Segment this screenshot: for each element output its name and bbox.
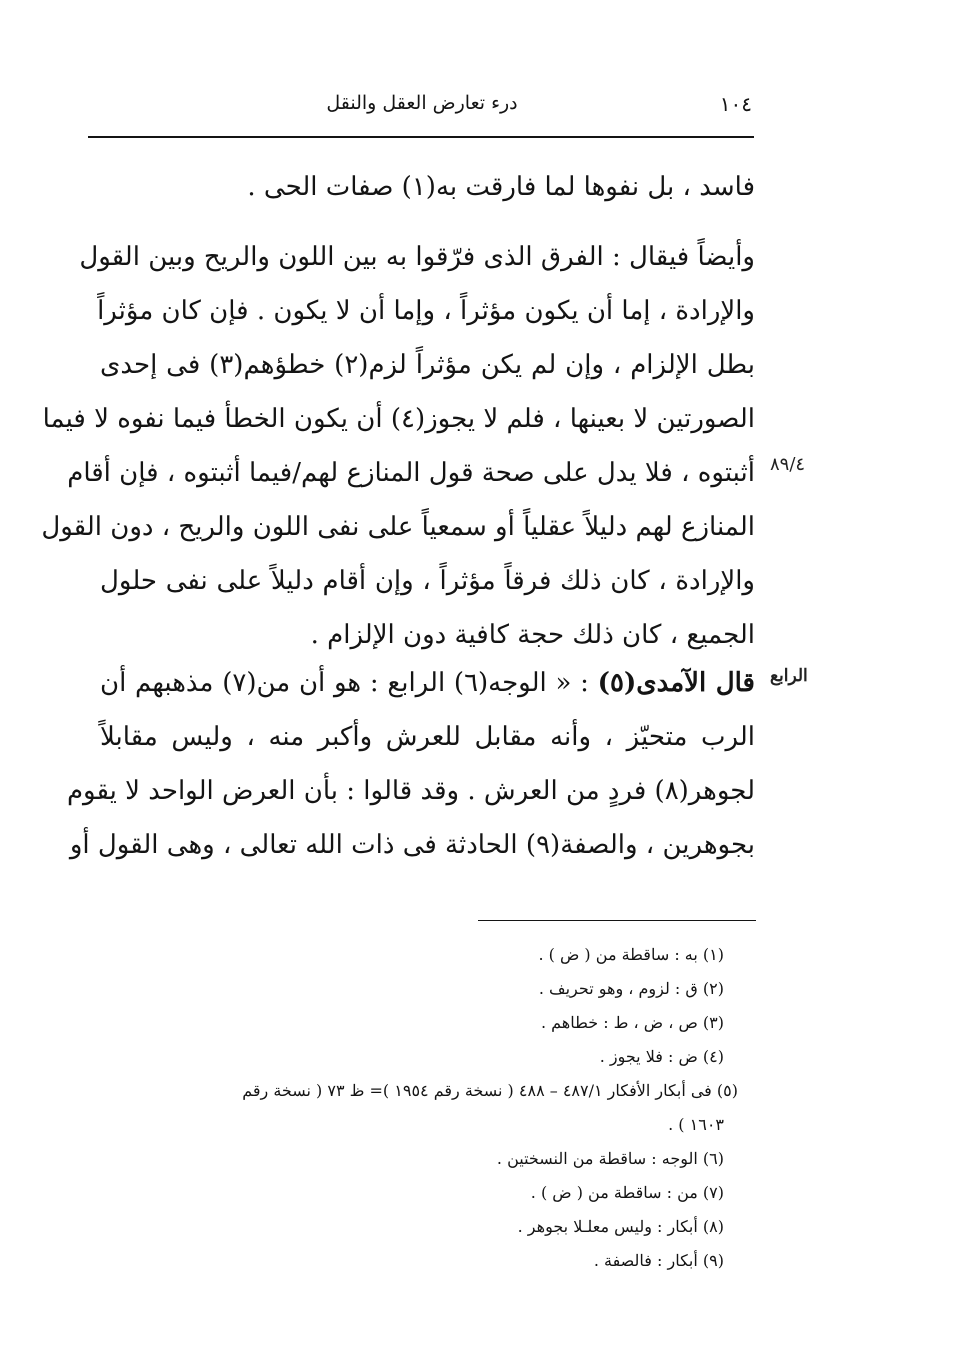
text-line: بجوهرين ، والصفة(٩) الحادثة فى ذات الله تعالى ، وهى القول أو — [69, 830, 755, 860]
margin-page-reference: ٨٩/٤ — [770, 454, 806, 475]
paragraph-2 — [41, 230, 755, 662]
paragraph-1: فاسد ، بل نفوها لما فارقت به(١) صفات الحى . — [247, 172, 755, 202]
footnotes — [96, 938, 738, 1278]
text-line: الصورتين لا بعينها ، فلم لا يجوز(٤) أن يكون الخطأ فيما نفوه لا فيما — [42, 404, 755, 434]
paragraph-3 — [66, 656, 755, 872]
footnote: (٩) أبكار : فالصفة . — [593, 1251, 724, 1270]
text-line: والإرادة ، كان ذلك فرقاً مؤثراً ، وإن أقام دليلاً على نفى حلول — [100, 566, 755, 596]
page-header — [88, 92, 756, 128]
text-line: الجميع ، كان ذلك حجة كافية دون الإلزام . — [310, 620, 755, 650]
text-line: المنازع لهم دليلاً عقلياً أو سمعياً على نفى اللون والريح ، دون القول — [41, 512, 755, 542]
speaker-name: قال الآمدى(٥) — [597, 668, 755, 698]
footnote: (٨) أبكار : وليس معلـلا بجوهر . — [517, 1217, 724, 1236]
text-line: الرب متحيّز ، وأنه مقابل للعرش وأكبر منه ، وليس مقابلاً — [100, 722, 755, 752]
text-line: وأيضاً فيقال : الفرق الذى فرّقوا به بين اللون والريح وبين القول — [79, 242, 755, 272]
quote-opening: : « الوجه(٦) الرابع : هو أن من(٧) مذهبهم أن — [100, 668, 598, 698]
footnote: (٢) ق : لزوم ، وهو تحريف . — [538, 979, 724, 998]
running-title: درء تعارض العقل والنقل — [326, 92, 518, 114]
text-line: أثبتوه ، فلا يدل على صحة قول المنازع لهم/فيما أثبتوه ، فإن أقام — [67, 458, 755, 488]
footnote: (٥) فى أبكار الأفكار ٤٨٧/١ – ٤٨٨ ( نسخة رقم ١٩٥٤ )= ظ ٧٣ ( نسخة رقم — [242, 1081, 738, 1100]
text-line: بطل الإلزام ، وإن لم يكن مؤثراً لزم(٢) خطؤهم(٣) فى إحدى — [100, 350, 755, 380]
footnote: (٧) من : ساقطة من ( ض ) . — [530, 1183, 724, 1202]
footnote: (٤) ض : فلا يجوز . — [599, 1047, 724, 1066]
page-number: ١٠٤ — [719, 92, 752, 116]
footnote-continuation: ١٦٠٣ ) . — [668, 1115, 724, 1134]
text-line — [100, 656, 755, 710]
header-rule — [88, 136, 754, 138]
text-line: لجوهر(٨) فردٍ من العرش . وقد قالوا : بأن العرض الواحد لا يقوم — [66, 776, 755, 806]
text-line: والإرادة ، إما أن يكون مؤثراً ، وإما أن لا يكون . فإن كان مؤثراً — [97, 296, 755, 326]
footnote: (٦) الوجه : ساقطة من النسختين . — [496, 1149, 724, 1168]
footnote: (٣) ص ، ض ، ط : خطاهم . — [540, 1013, 724, 1032]
footnote: (١) به : ساقطة من ( ض ) . — [538, 945, 724, 964]
footnote-rule — [478, 920, 756, 921]
margin-section-label: الرابع — [770, 666, 808, 686]
